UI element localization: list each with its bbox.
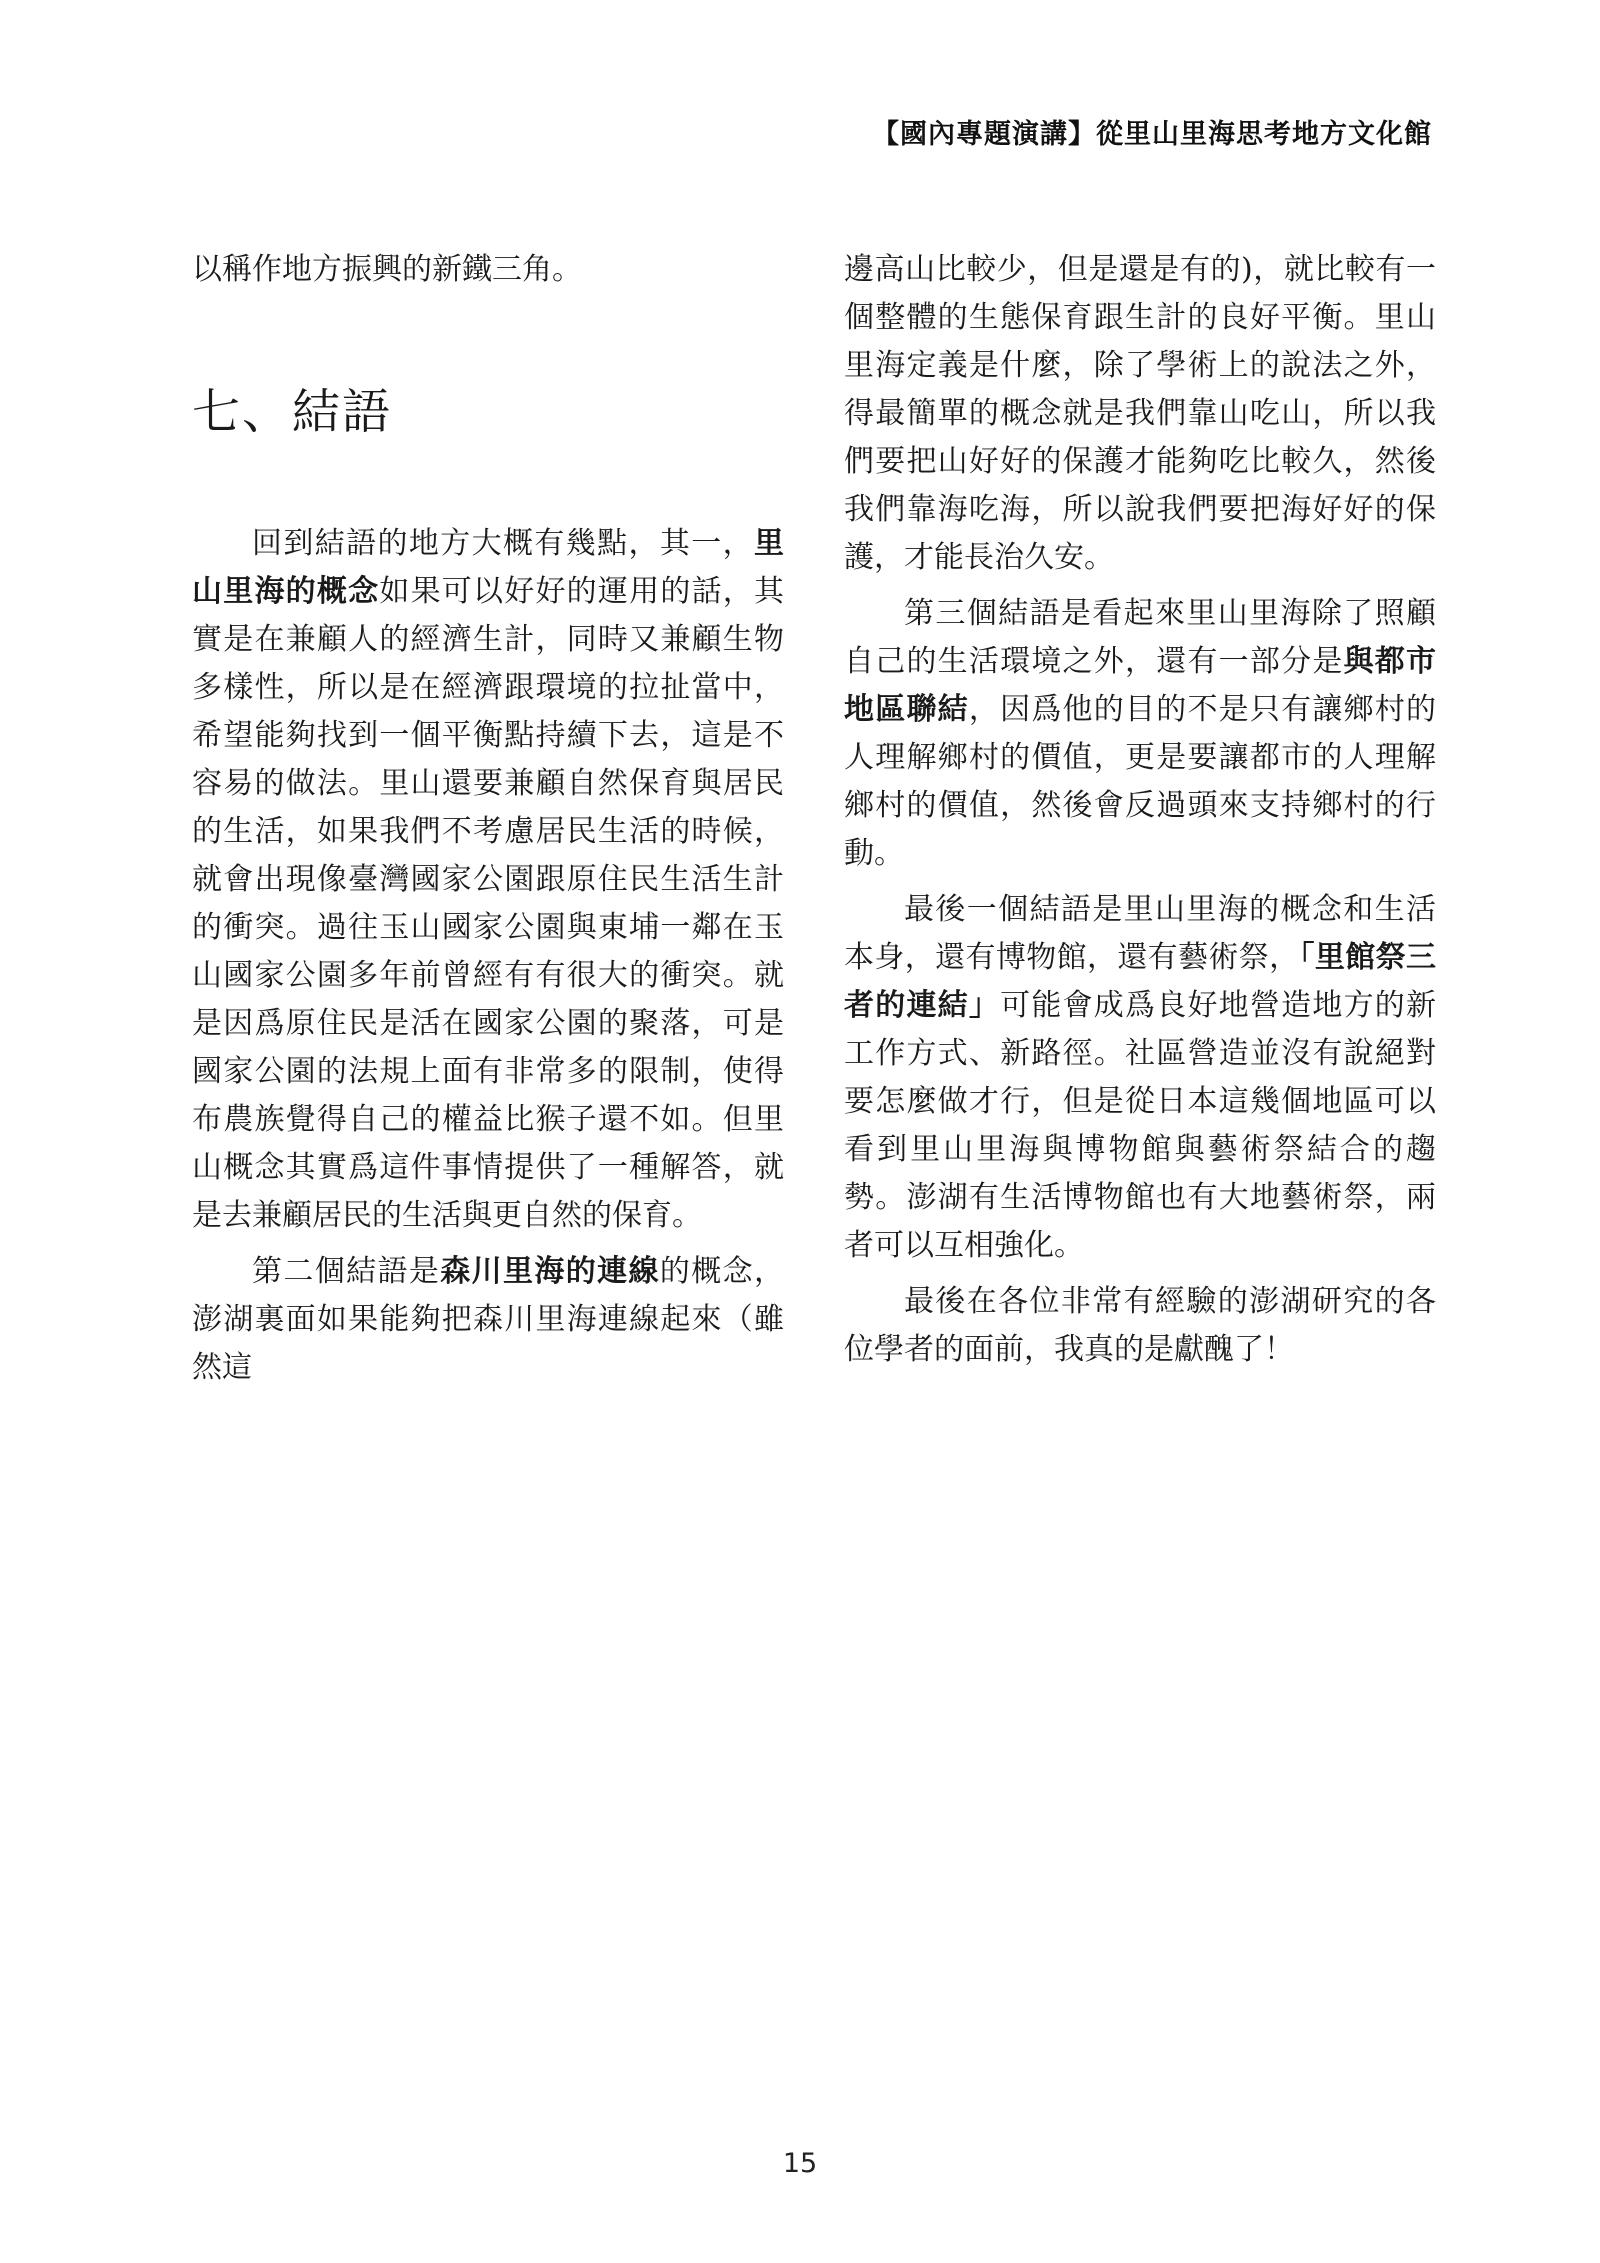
p1-text-c: 如果可以好好的運用的話，其實是在兼顧人的經濟生計，同時又兼顧生物多樣性，所以是在經濟跟環境的拉扯當中，希望能夠找到一個平衡點持續下去，這是不容易的做法。里山還要兼顧自然保育與居民的生活，如果我們不考慮居民生活的時候，就會出現像臺灣國家公園跟原住民生活生計的衝突。過往玉山國家公園與東埔一鄰在玉山國家公園多年前曾經有有很大的衝突。就是因爲原住民是活在國家公園的聚落，可是國家公園的法規上面有非常多的限制，使得布農族覺得自己的權益比猴子還不如。但里山概念其實爲這件事情提供了一種解答，就是去兼顧居民的生活與更自然的保育。 xyxy=(192,574,785,1233)
running-header: 【國內專題演講】從里山里海思考地方文化館 xyxy=(872,119,1432,150)
conclusion-paragraph-3 xyxy=(844,590,1436,878)
p2-text-a: 第二個結語是 xyxy=(252,1254,441,1289)
page-number: 15 xyxy=(782,2148,818,2179)
carryover-paragraph: 以稱作地方振興的新鐵三角。 xyxy=(192,252,582,287)
p2-text-c: 的概念，澎湖裏面如果能夠把森川里海連線起來（雖然這 xyxy=(192,1254,784,1385)
p2-emphasis: 森川里海的連線 xyxy=(440,1254,660,1289)
left-column xyxy=(192,246,784,1392)
p3-text-c: ，因爲他的目的不是只有讓鄉村的人理解鄉村的價值，更是要讓都市的人理解鄉村的價值，然後會反過頭來支持鄉村的行動。 xyxy=(844,692,1437,871)
conclusion-paragraph-4 xyxy=(844,886,1436,1270)
conclusion-paragraph-2 xyxy=(192,1248,784,1392)
conclusion-paragraph-5: 最後在各位非常有經驗的澎湖研究的各位學者的面前，我真的是獻醜了！ xyxy=(844,1284,1436,1367)
p4-emphasis: 「里館祭三者的連結」 xyxy=(844,940,1437,1023)
right-column xyxy=(844,246,1436,1374)
p1-emphasis: 里山里海的概念 xyxy=(192,526,784,609)
section-title: 七、結語 xyxy=(192,384,393,440)
conclusion-paragraph-1 xyxy=(192,520,784,1240)
carryover-paragraph-right: 邊高山比較少，但是還是有的)，就比較有一個整體的生態保育跟生計的良好平衡。里山里海定義是什麼，除了學術上的說法之外，得最簡單的概念就是我們靠山吃山，所以我們要把山好好的保護才能夠吃比較久，然後我們靠海吃海，所以說我們要把海好好的保護，才能長治久安。 xyxy=(844,252,1436,575)
p1-text-a: 回到結語的地方大概有幾點，其一， xyxy=(252,526,754,561)
p4-text-c: 可能會成爲良好地營造地方的新工作方式、新路徑。社區營造並沒有說絕對要怎麼做才行，但是從日本這幾個地區可以看到里山里海與博物館與藝術祭結合的趨勢。澎湖有生活博物館也有大地藝術祭，兩者可以互相強化。 xyxy=(844,988,1437,1263)
p3-text-a: 第三個結語是看起來里山里海除了照顧自己的生活環境之外，還有一部分是 xyxy=(844,596,1436,679)
p4-text-a: 最後一個結語是里山里海的概念和生活本身，還有博物館，還有藝術祭， xyxy=(844,892,1436,975)
p3-emphasis: 與都市地區聯結 xyxy=(844,644,1437,727)
